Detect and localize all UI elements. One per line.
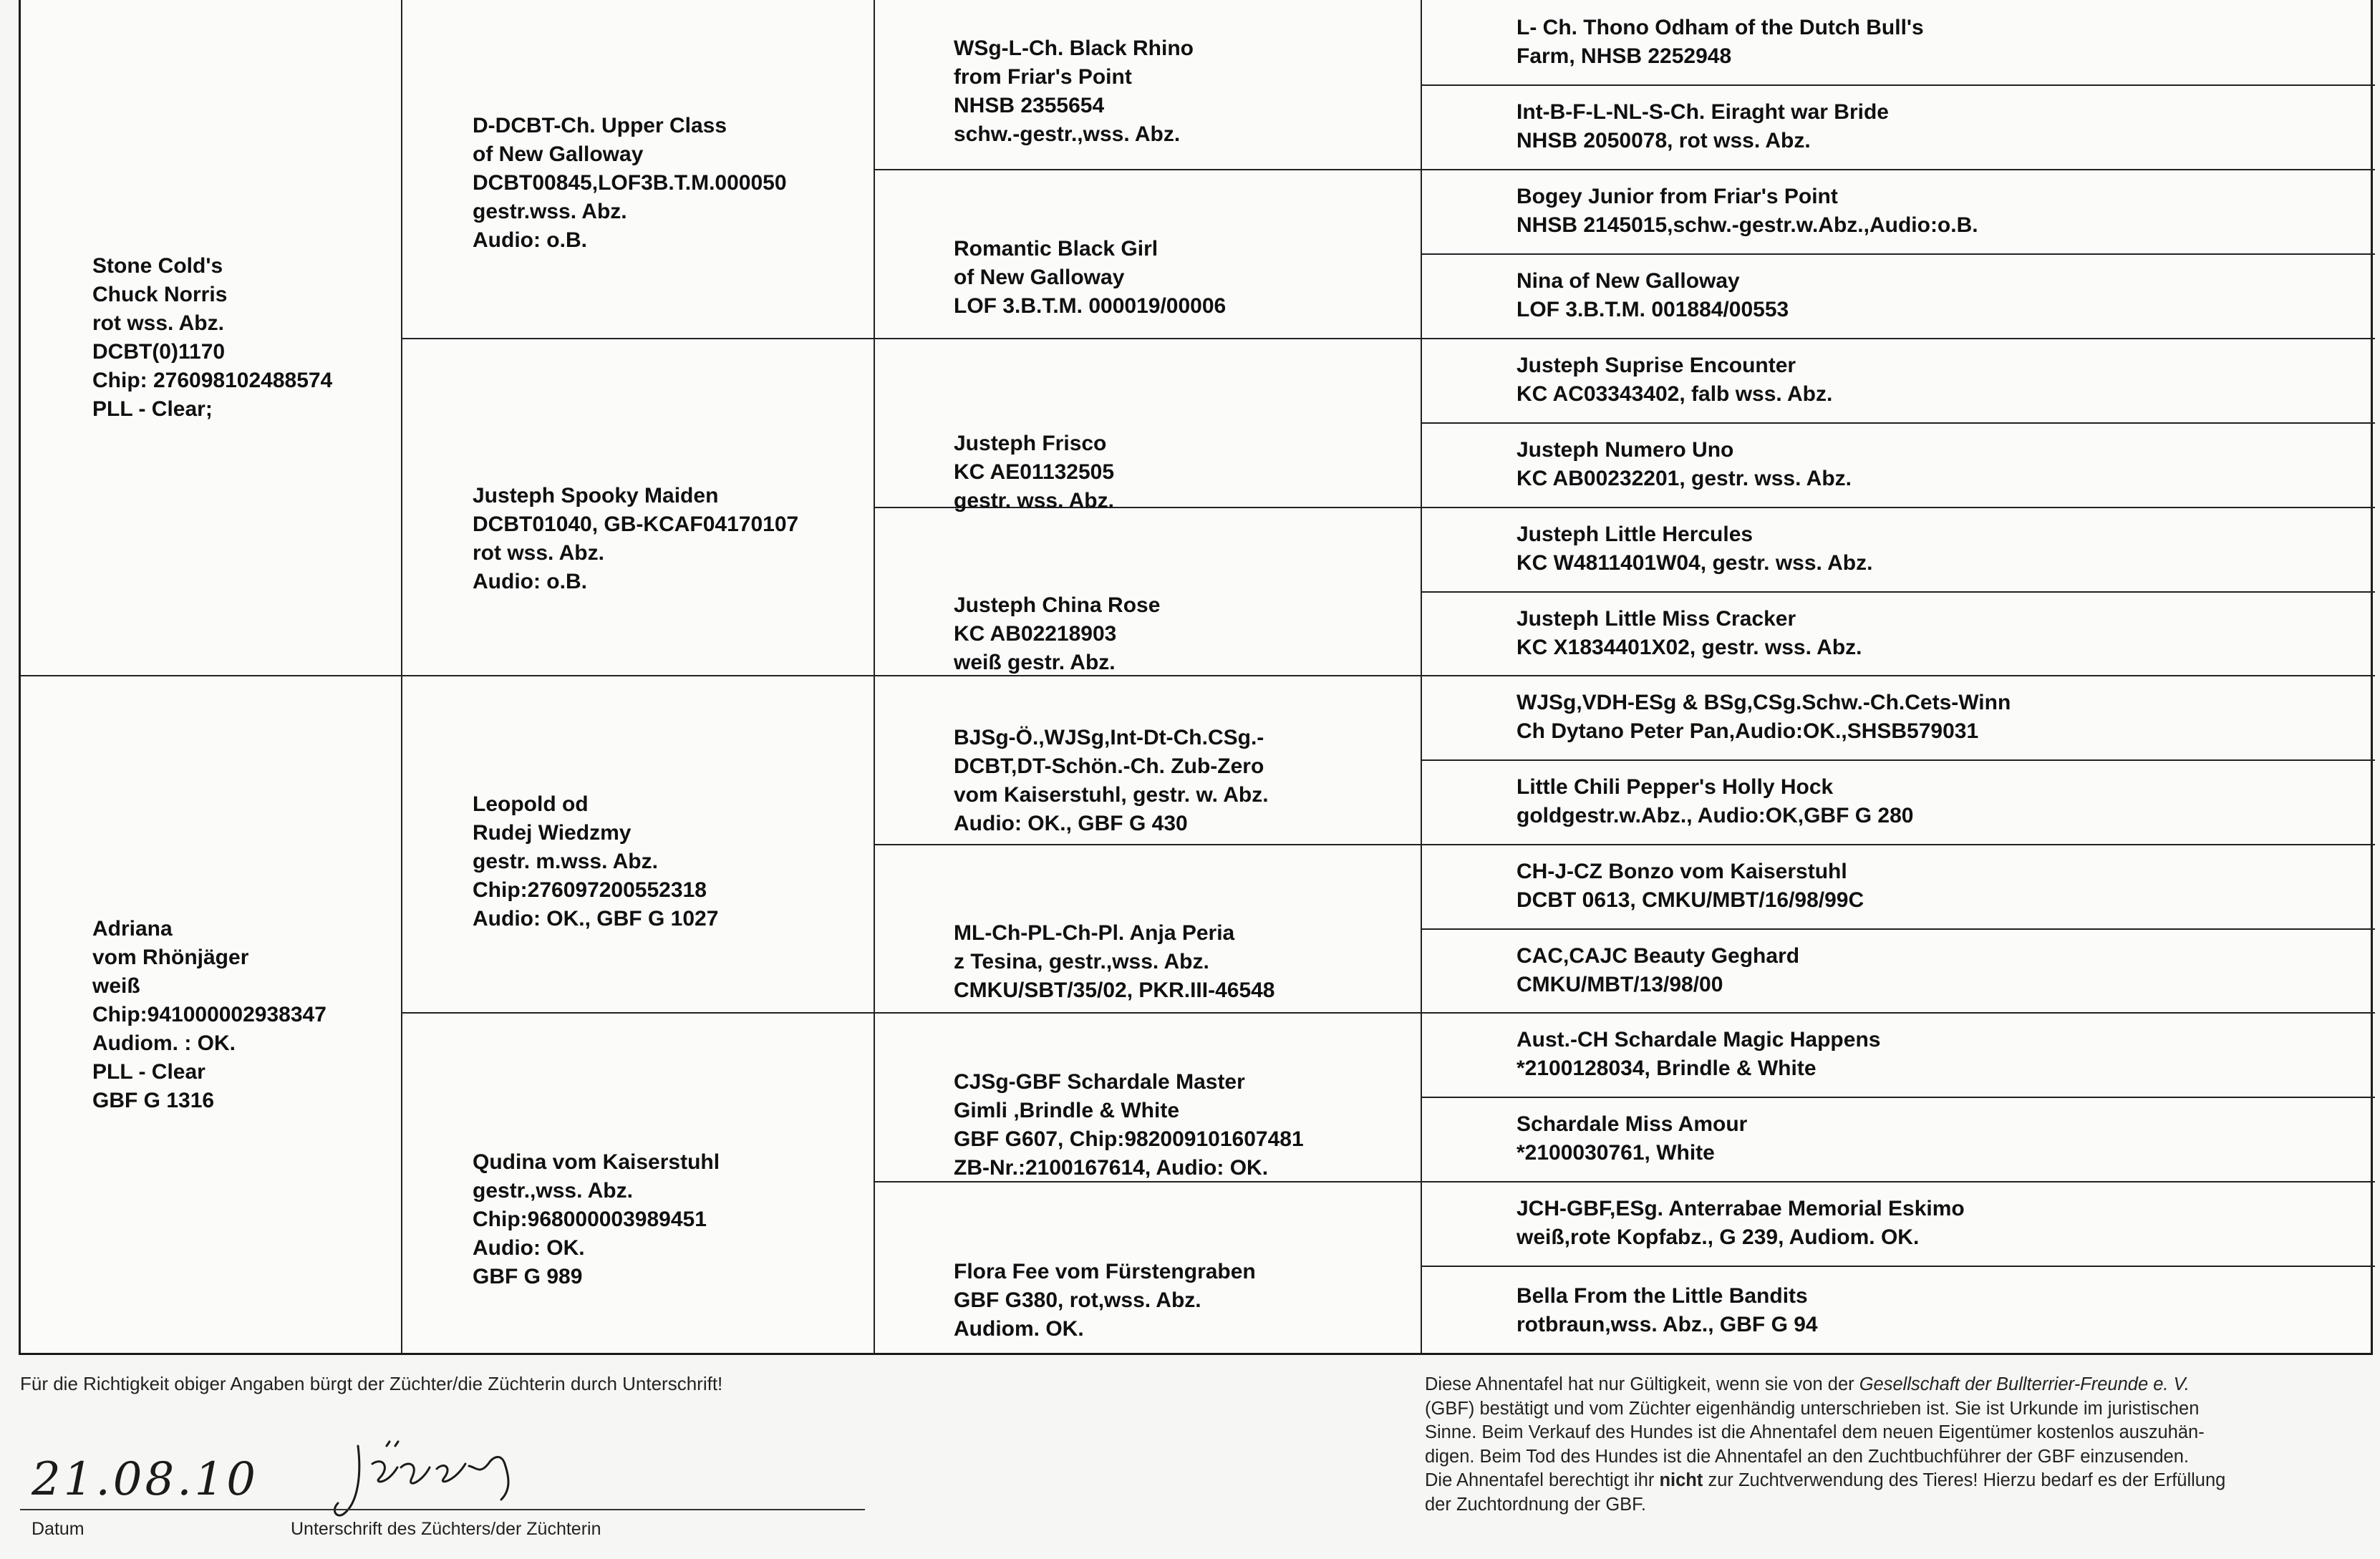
- gen4-cell: Schardale Miss Amour *2100030761, White: [1516, 1112, 1748, 1165]
- guarantee-text: Für die Richtigkeit obiger Angaben bürgt der Züchter/die Züchterin durch Unterschrift!: [20, 1373, 723, 1394]
- gen3-cell: Flora Fee vom Fürstengraben GBF G380, rot,wss. Abz. Audiom. OK.: [954, 1259, 1256, 1341]
- signature-line: [20, 1509, 865, 1510]
- gen3-cell: Justeph Frisco KC AE01132505 gestr. wss. Abz.: [954, 432, 1115, 513]
- gen4-cell: Justeph Little Hercules KC W4811401W04, gestr. wss. Abz.: [1516, 523, 1873, 575]
- handwritten-date: 21.08.10: [32, 1453, 258, 1506]
- sire-text: Stone Cold's Chuck Norris rot wss. Abz. DCBT(0)1170 Chip: 276098102488574 PLL - Clear;: [92, 253, 333, 421]
- gen3-cell: CJSg-GBF Schardale Master Gimli ,Brindle & White GBF G607, Chip:982009101607481 ZB-Nr.:2100167614, Audio: OK.: [954, 1070, 1304, 1180]
- gen3-cell: Romantic Black Girl of New Galloway LOF 3.B.T.M. 000019/00006: [954, 237, 1227, 318]
- pedigree-table: [19, 0, 2373, 1355]
- signature-stroke: [334, 1442, 508, 1515]
- gen4-cell: Justeph Numero Uno KC AB00232201, gestr. wss. Abz.: [1516, 438, 1852, 490]
- gen2-cell: Justeph Spooky Maiden DCBT01040, GB-KCAF04170107 rot wss. Abz. Audio: o.B.: [473, 483, 799, 593]
- dam-cell: [21, 675, 401, 1355]
- gen2-cell: Leopold od Rudej Wiedzmy gestr. m.wss. Abz. Chip:276097200552318 Audio: OK., GBF G 1027: [473, 792, 719, 931]
- gen3-cell: WSg-L-Ch. Black Rhino from Friar's Point NHSB 2355654 schw.-gestr.,wss. Abz.: [954, 37, 1194, 146]
- gen4-cell: Justeph Little Miss Cracker KC X1834401X02, gestr. wss. Abz.: [1516, 606, 1862, 659]
- gen4-cell: Aust.-CH Schardale Magic Happens *2100128034, Brindle & White: [1516, 1028, 1881, 1080]
- gen3-cell: Justeph China Rose KC AB02218903 weiß gestr. Abz.: [954, 593, 1161, 674]
- gen4-cell: CH-J-CZ Bonzo vom Kaiserstuhl DCBT 0613, CMKU/MBT/16/98/99C: [1516, 860, 1864, 912]
- validity-notice: Diese Ahnentafel hat nur Gültigkeit, wenn sie von der Gesellschaft der Bullterrier-Freunde e. V. (GBF) bestätigt und vom Züchter eigenhändig unterschrieben ist. Sie ist Urkunde im juristischen Sinne. Beim Verkauf des Hundes ist die Ahnentafel dem neuen Eigentümer kostenlos auszuhän- digen. Beim Tod des Hundes ist die Ahnentafel an den Zuchtbuchführer der GBF einzusenden. Die Ahnentafel berechtigt ihr nicht zur Zuchtverwendung des Tieres! Hierzu bedarf es der Erfüllung der Zuchtordnung der GBF.: [1425, 1374, 2226, 1515]
- datum-label: Datum: [32, 1519, 84, 1539]
- gen4-cell: Nina of New Galloway LOF 3.B.T.M. 001884/00553: [1516, 269, 1789, 321]
- signature-label: Unterschrift des Züchters/der Züchterin: [291, 1519, 601, 1539]
- gen4-cell: Little Chili Pepper's Holly Hock goldgestr.w.Abz., Audio:OK,GBF G 280: [1516, 775, 1914, 827]
- gen4-cell: WJSg,VDH-ESg & BSg,CSg.Schw.-Ch.Cets-Winn Ch Dytano Peter Pan,Audio:OK.,SHSB579031: [1516, 691, 2011, 743]
- sire-cell: [21, 0, 401, 675]
- gen4-cell: Int-B-F-L-NL-S-Ch. Eiraght war Bride NHSB 2050078, rot wss. Abz.: [1516, 100, 1889, 152]
- gen4-cell: CAC,CAJC Beauty Geghard CMKU/MBT/13/98/00: [1516, 943, 1800, 996]
- dam-text: Adriana vom Rhönjäger weiß Chip:941000002938347 Audiom. : OK. PLL - Clear GBF G 1316: [92, 917, 326, 1112]
- gen3-cell: ML-Ch-PL-Ch-Pl. Anja Peria z Tesina, gestr.,wss. Abz. CMKU/SBT/35/02, PKR.III-46548: [954, 921, 1275, 1002]
- gen4-cell: Bogey Junior from Friar's Point NHSB 2145015,schw.-gestr.w.Abz.,Audio:o.B.: [1516, 185, 1978, 237]
- gen4-cell: JCH-GBF,ESg. Anterrabae Memorial Eskimo weiß,rote Kopfabz., G 239, Audiom. OK.: [1516, 1197, 1965, 1249]
- gen4-cell: Justeph Suprise Encounter KC AC03343402, falb wss. Abz.: [1516, 354, 1833, 406]
- gen2-cell: Qudina vom Kaiserstuhl gestr.,wss. Abz. Chip:968000003989451 Audio: OK. GBF G 989: [473, 1150, 720, 1288]
- gen3-cell: BJSg-Ö.,WJSg,Int-Dt-Ch.CSg.- DCBT,DT-Schön.-Ch. Zub-Zero vom Kaiserstuhl, gestr. w. Abz. Audio: OK., GBF G 430: [954, 726, 1269, 835]
- gen4-cell: L- Ch. Thono Odham of the Dutch Bull's Farm, NHSB 2252948: [1516, 16, 1924, 68]
- gen4-cell: Bella From the Little Bandits rotbraun,wss. Abz., GBF G 94: [1516, 1283, 1818, 1336]
- gen2-cell: D-DCBT-Ch. Upper Class of New Galloway DCBT00845,LOF3B.T.M.000050 gestr.wss. Abz. Audio: o.B.: [473, 114, 787, 252]
